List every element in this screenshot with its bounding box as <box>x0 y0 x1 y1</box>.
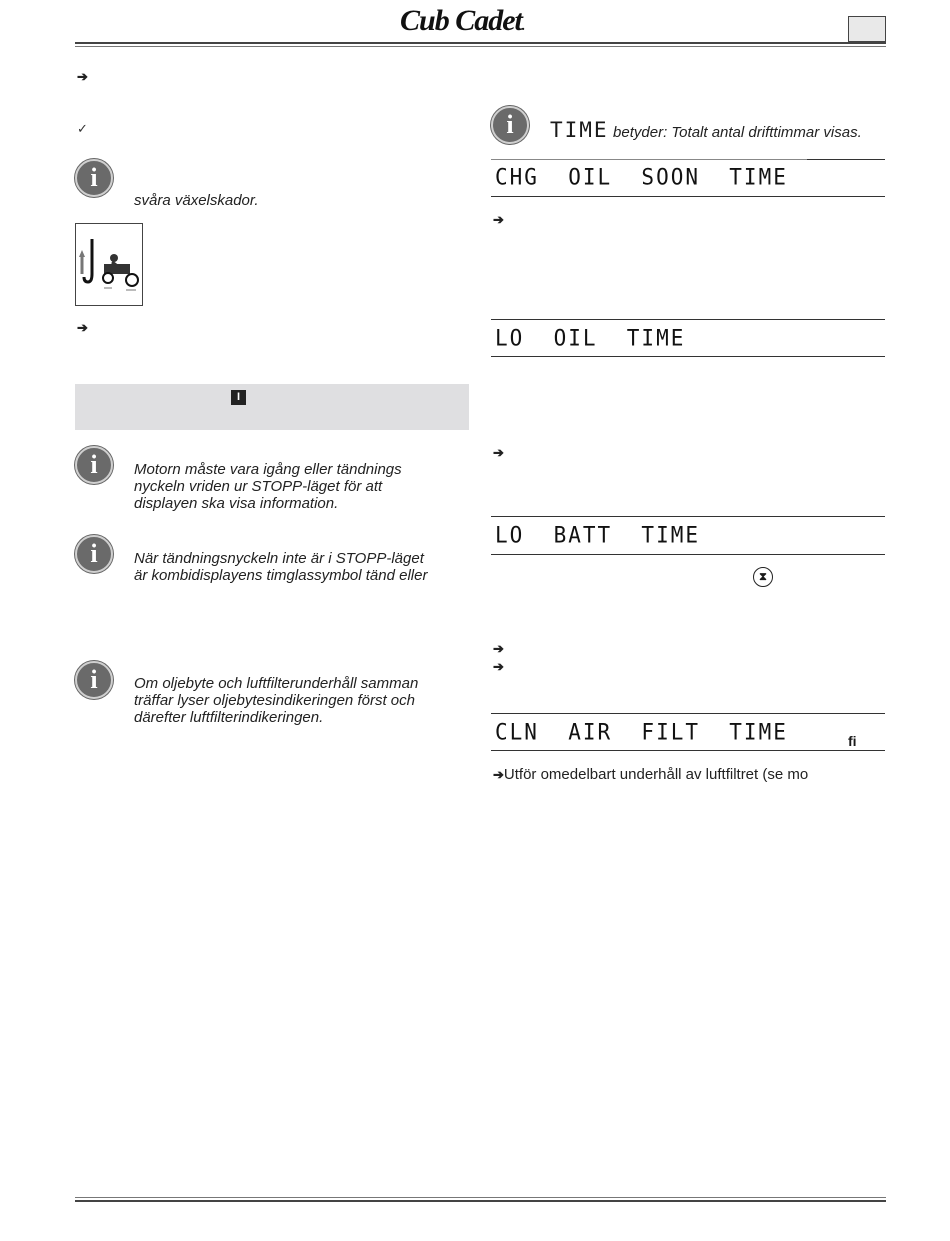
rule <box>491 713 885 714</box>
arrow-bullet: ➔ <box>77 69 88 84</box>
arrow-bullet: ➔ <box>493 445 504 460</box>
header-rule <box>75 42 886 44</box>
footer-rule-thin <box>75 1197 886 1198</box>
rule <box>491 196 885 197</box>
note-text: Motorn måste vara igång eller tändnings nyckeln vriden ur STOPP-läget för att displayen ska visa information. <box>134 461 402 512</box>
arrow-bullet: ➔ <box>493 641 504 656</box>
arrow-bullet: ➔ <box>77 320 88 335</box>
tractor-lever-illustration <box>75 223 143 306</box>
arrow-bullet: ➔ <box>493 767 504 782</box>
brand-logo: Cub Cadet. <box>400 4 526 37</box>
rule <box>491 356 885 357</box>
info-icon: i <box>75 661 113 699</box>
info-icon: i <box>75 159 113 197</box>
note-text: Om oljebyte och luftfilterunderhåll samman träffar lyser oljebytesindikeringen först och därefter luftfilterindikeringen. <box>134 675 419 726</box>
section-heading-band <box>75 384 469 430</box>
header-rule-thin <box>75 46 886 47</box>
instruction-line <box>493 766 808 784</box>
fi-label: fi <box>848 733 857 749</box>
rule <box>807 159 885 160</box>
page-number-box <box>848 16 886 42</box>
lcd-time-word: TIME <box>550 118 609 142</box>
tractor-icon <box>76 224 142 305</box>
note-text: svåra växelskador. <box>134 192 259 209</box>
note-text: När tändningsnyckeln inte är i STOPP-läget är kombidisplayens timglassymbol tänd eller <box>134 550 428 584</box>
lcd-message-chg-oil-soon: CHG OIL SOON TIME <box>495 164 788 190</box>
instruction-text: Utför omedelbart underhåll av luftfiltret (se mo <box>503 766 809 783</box>
rule <box>491 750 885 751</box>
check-bullet: ✓ <box>77 121 88 136</box>
lcd-message-lo-oil: LO OIL TIME <box>495 325 686 351</box>
key-position-icon: I <box>231 390 246 405</box>
rule <box>491 319 885 320</box>
arrow-bullet: ➔ <box>493 659 504 674</box>
info-icon: i <box>75 446 113 484</box>
hourglass-icon: ⧗ <box>753 567 773 587</box>
lcd-message-cln-air-filt: CLN AIR FILT TIME <box>495 719 788 745</box>
arrow-bullet: ➔ <box>493 212 504 227</box>
time-meaning: betyder: Totalt antal drifttimmar visas. <box>613 124 862 141</box>
footer-rule <box>75 1200 886 1202</box>
rule <box>491 554 885 555</box>
info-icon: i <box>491 106 529 144</box>
rule <box>491 159 807 160</box>
lcd-message-lo-batt: LO BATT TIME <box>495 522 701 548</box>
info-icon: i <box>75 535 113 573</box>
time-definition <box>550 118 862 142</box>
rule <box>491 516 885 517</box>
